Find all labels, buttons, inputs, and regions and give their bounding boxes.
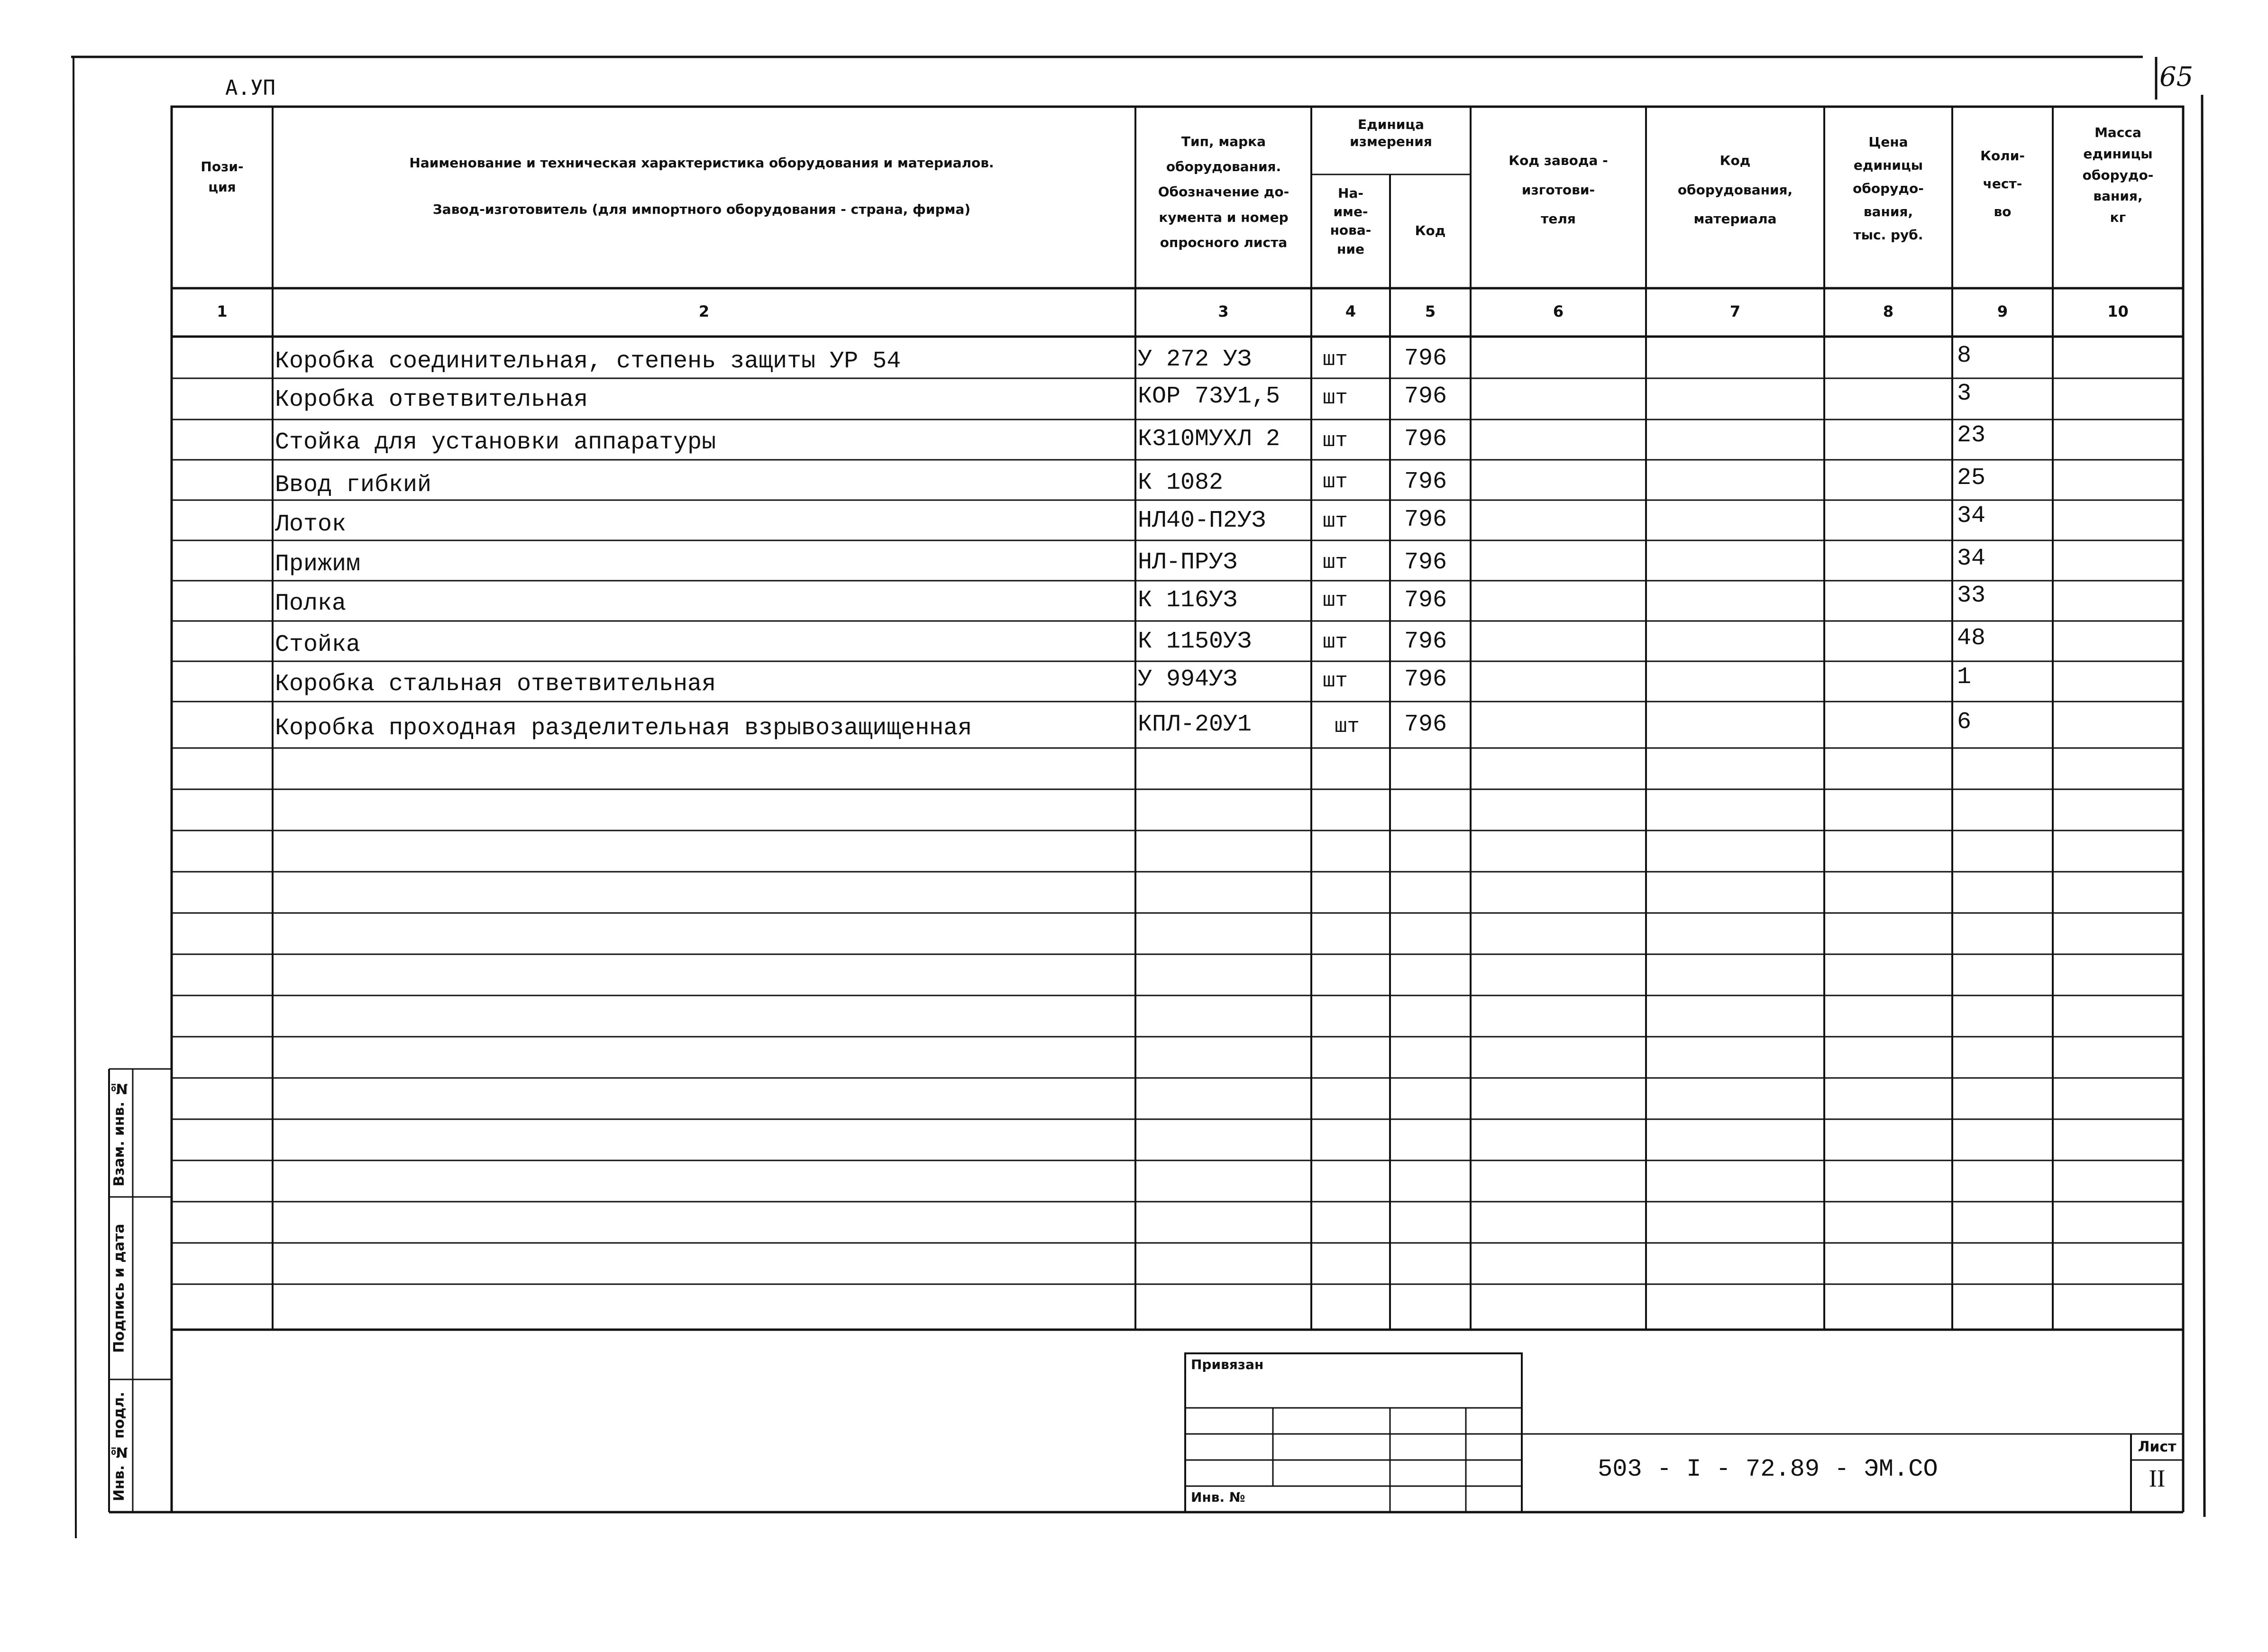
item-name: Стойка: [275, 631, 361, 658]
item-unit: шт: [1323, 510, 1348, 533]
item-quantity: 1: [1957, 664, 1972, 691]
page-number: 65: [2159, 62, 2194, 92]
header-unit: Единица измерения: [1350, 117, 1432, 150]
item-unit: шт: [1323, 551, 1348, 575]
header-quantity: Коли- чест- во: [1980, 148, 2025, 219]
item-type: НЛ-ПРУЗ: [1138, 549, 1238, 576]
document-code: 503 - I - 72.89 - ЭМ.СО: [1598, 1455, 1938, 1483]
item-quantity: 3: [1957, 380, 1972, 407]
item-unit: шт: [1323, 470, 1348, 494]
item-quantity: 25: [1957, 465, 1986, 492]
item-quantity: 23: [1957, 422, 1986, 449]
item-name: Коробка стальная ответвительная: [275, 671, 716, 698]
column-number: 2: [698, 302, 710, 320]
item-type: КПЛ-20У1: [1138, 711, 1252, 738]
item-unit-code: 796: [1404, 666, 1447, 693]
item-type: НЛ40-П2УЗ: [1138, 507, 1266, 534]
item-unit: шт: [1323, 429, 1348, 453]
item-unit: шт: [1323, 630, 1348, 654]
item-name: Ввод гибкий: [275, 472, 432, 499]
column-number: 1: [217, 302, 228, 320]
item-unit: шт: [1335, 715, 1360, 739]
column-number: 5: [1425, 302, 1436, 320]
item-name: Коробка ответвительная: [275, 386, 588, 413]
column-number: 3: [1218, 302, 1229, 320]
item-name: Коробка соединительная, степень защиты УР 54: [275, 348, 901, 375]
item-unit-code: 796: [1404, 426, 1447, 453]
column-number: 6: [1553, 302, 1564, 320]
sheet-label: Лист: [2138, 1439, 2177, 1455]
item-quantity: 34: [1957, 502, 1986, 529]
item-quantity: 6: [1957, 709, 1972, 736]
item-quantity: 33: [1957, 582, 1986, 609]
header-factory-code: Код завода - изготови- теля: [1509, 153, 1608, 227]
item-name: Полка: [275, 590, 347, 617]
item-unit: шт: [1323, 669, 1348, 693]
item-type: К 1150УЗ: [1138, 628, 1252, 655]
item-name: Прижим: [275, 551, 361, 578]
item-type: У 994УЗ: [1138, 666, 1238, 693]
item-type: К 1082: [1138, 469, 1224, 496]
header-unit-code: Код: [1415, 223, 1446, 238]
header-type: Тип, марка оборудования. Обозначение до- кумента и номер опросного листа: [1158, 134, 1289, 250]
header-price: Цена единицы оборудо- вания, тыс. руб.: [1853, 134, 1924, 243]
header-name-line1: Наименование и техническая характеристика оборудования и материалов.: [409, 155, 994, 171]
item-unit-code: 796: [1404, 587, 1447, 614]
header-unit-name: На- име- нова- ние: [1330, 185, 1372, 257]
item-type: К310МУХЛ 2: [1138, 426, 1280, 453]
column-number: 9: [1997, 302, 2008, 320]
column-number: 7: [1729, 302, 1741, 320]
privyazan-label: Привязан: [1191, 1357, 1264, 1372]
column-number: 4: [1345, 302, 1356, 320]
item-quantity: 48: [1957, 625, 1986, 652]
item-unit-code: 796: [1404, 549, 1447, 576]
side-label-inv-podl: Инв. № подл.: [111, 1391, 128, 1501]
item-name: Лоток: [275, 511, 347, 538]
item-name: Стойка для установки аппаратуры: [275, 429, 716, 456]
item-quantity: 8: [1957, 342, 1972, 369]
header-mass: Масса единицы оборудо- вания, кг: [2082, 125, 2154, 226]
side-label-vzam-inv: Взам. инв. №: [111, 1080, 128, 1187]
item-quantity: 34: [1957, 545, 1986, 572]
item-unit-code: 796: [1404, 711, 1447, 738]
side-label-signature-date: Подпись и дата: [111, 1223, 128, 1353]
inv-no-label: Инв. №: [1191, 1489, 1245, 1505]
item-name: Коробка проходная разделительная взрывозащищенная: [275, 715, 972, 742]
header-equipment-code: Код оборудования, материала: [1677, 153, 1793, 227]
corner-mark: А.УП: [225, 76, 275, 100]
item-unit-code: 796: [1404, 345, 1447, 372]
item-unit: шт: [1323, 348, 1348, 372]
item-type: У 272 УЗ: [1138, 346, 1252, 373]
column-number: 8: [1883, 302, 1894, 320]
item-unit-code: 796: [1404, 383, 1447, 410]
item-unit-code: 796: [1404, 468, 1447, 495]
item-type: К 116УЗ: [1138, 587, 1238, 614]
column-number: 10: [2107, 302, 2129, 320]
item-unit-code: 796: [1404, 506, 1447, 533]
item-unit: шт: [1323, 386, 1348, 410]
item-unit-code: 796: [1404, 628, 1447, 655]
header-name-line2: Завод-изготовитель (для импортного оборудования - страна, фирма): [432, 201, 971, 217]
sheet-number: II: [2149, 1465, 2166, 1492]
header-position: Пози- ция: [201, 159, 244, 195]
item-type: КОР 73У1,5: [1138, 383, 1280, 410]
item-unit: шт: [1323, 589, 1348, 612]
